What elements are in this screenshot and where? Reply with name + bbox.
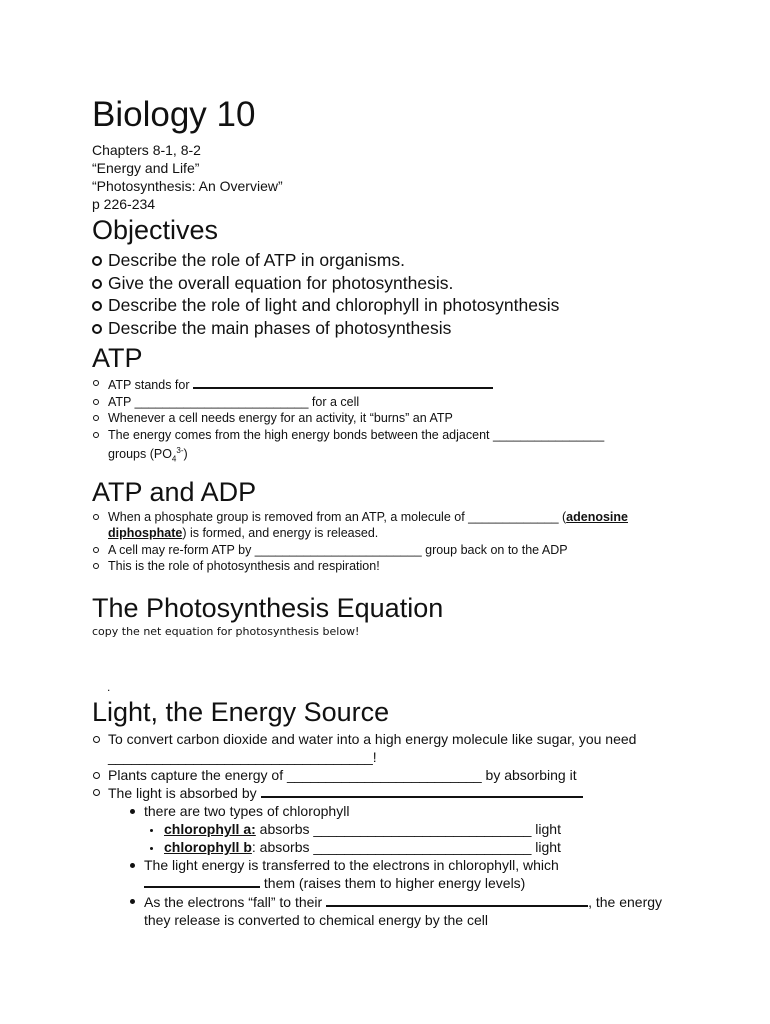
list-item: When a phosphate group is removed from an ATP, a molecule of _____________ (adenosine diphosphate) is formed, and energy is released. bbox=[92, 509, 732, 542]
subtitle-line: p 226-234 bbox=[92, 196, 156, 212]
subtitle bbox=[92, 141, 732, 213]
atp-heading: ATP bbox=[92, 343, 143, 373]
chlorophyll-list bbox=[144, 821, 732, 857]
blank-line bbox=[261, 784, 583, 798]
list-item: ATP _________________________ for a cell bbox=[92, 394, 732, 411]
subtitle-line: “Energy and Life” bbox=[92, 160, 200, 176]
list-item: The light is absorbed by there are two types of chlorophyll chlorophyll a: absorbs ____________________________ light chlorophyll b: absorbs ____________________________ light The light energy is transferred to the electrons in chlorophyll, which them (raises them to higher energy levels) As the electrons “fall” to their , the energy they release is converted to chemical energy by the cell bbox=[92, 784, 732, 929]
list-item: This is the role of photosynthesis and respiration! bbox=[92, 558, 732, 575]
list-item: To convert carbon dioxide and water into a high energy molecule like sugar, you need __________________________________! bbox=[92, 731, 732, 767]
light-sublist bbox=[108, 803, 732, 930]
list-item: chlorophyll a: absorbs ____________________________ light bbox=[150, 821, 732, 839]
list-item: Plants capture the energy of _________________________ by absorbing it bbox=[92, 767, 732, 785]
list-item: Whenever a cell needs energy for an activity, it “burns” an ATP bbox=[92, 410, 732, 427]
objective-item: Describe the main phases of photosynthesis bbox=[92, 317, 732, 340]
objectives-list bbox=[92, 249, 732, 339]
worksheet bbox=[92, 95, 732, 638]
atp-adp-list bbox=[92, 509, 732, 575]
equation-heading: The Photosynthesis Equation bbox=[92, 593, 444, 623]
list-item: there are two types of chlorophyll chlorophyll a: absorbs ____________________________ light chlorophyll b: absorbs ____________________________ light bbox=[130, 803, 732, 856]
page-title: Biology 10 bbox=[92, 95, 256, 134]
objective-item: Describe the role of light and chlorophyll in photosynthesis bbox=[92, 294, 732, 317]
subtitle-line: “Photosynthesis: An Overview” bbox=[92, 178, 283, 194]
atp-adp-heading: ATP and ADP bbox=[92, 476, 257, 507]
list-item: A cell may re-form ATP by ________________________ group back on to the ADP bbox=[92, 542, 732, 559]
list-item: ATP stands for bbox=[92, 375, 732, 394]
blank-line bbox=[144, 874, 260, 888]
atp-list bbox=[92, 375, 732, 469]
list-item: As the electrons “fall” to their , the energy they release is converted to chemical energy by the cell bbox=[130, 893, 732, 930]
blank-line bbox=[326, 893, 588, 907]
list-item: The energy comes from the high energy bonds between the adjacent ________________ groups $(PO_4^{3-})$ bbox=[92, 427, 732, 469]
objective-item: Describe the role of ATP in organisms. bbox=[92, 249, 732, 272]
stray-mark: . bbox=[107, 680, 111, 694]
blank-line bbox=[193, 375, 493, 389]
objectives-heading: Objectives bbox=[92, 215, 219, 245]
light-section bbox=[92, 697, 732, 930]
light-list bbox=[92, 731, 732, 930]
subtitle-line: Chapters 8-1, 8-2 bbox=[92, 142, 201, 158]
list-item: The light energy is transferred to the electrons in chlorophyll, which them (raises them to higher energy levels) bbox=[130, 857, 732, 894]
list-item: chlorophyll b: absorbs ____________________________ light bbox=[150, 839, 732, 857]
light-heading: Light, the Energy Source bbox=[92, 697, 390, 727]
objective-item: Give the overall equation for photosynthesis. bbox=[92, 272, 732, 295]
equation-note: copy the net equation for photosynthesis below! bbox=[92, 625, 360, 638]
